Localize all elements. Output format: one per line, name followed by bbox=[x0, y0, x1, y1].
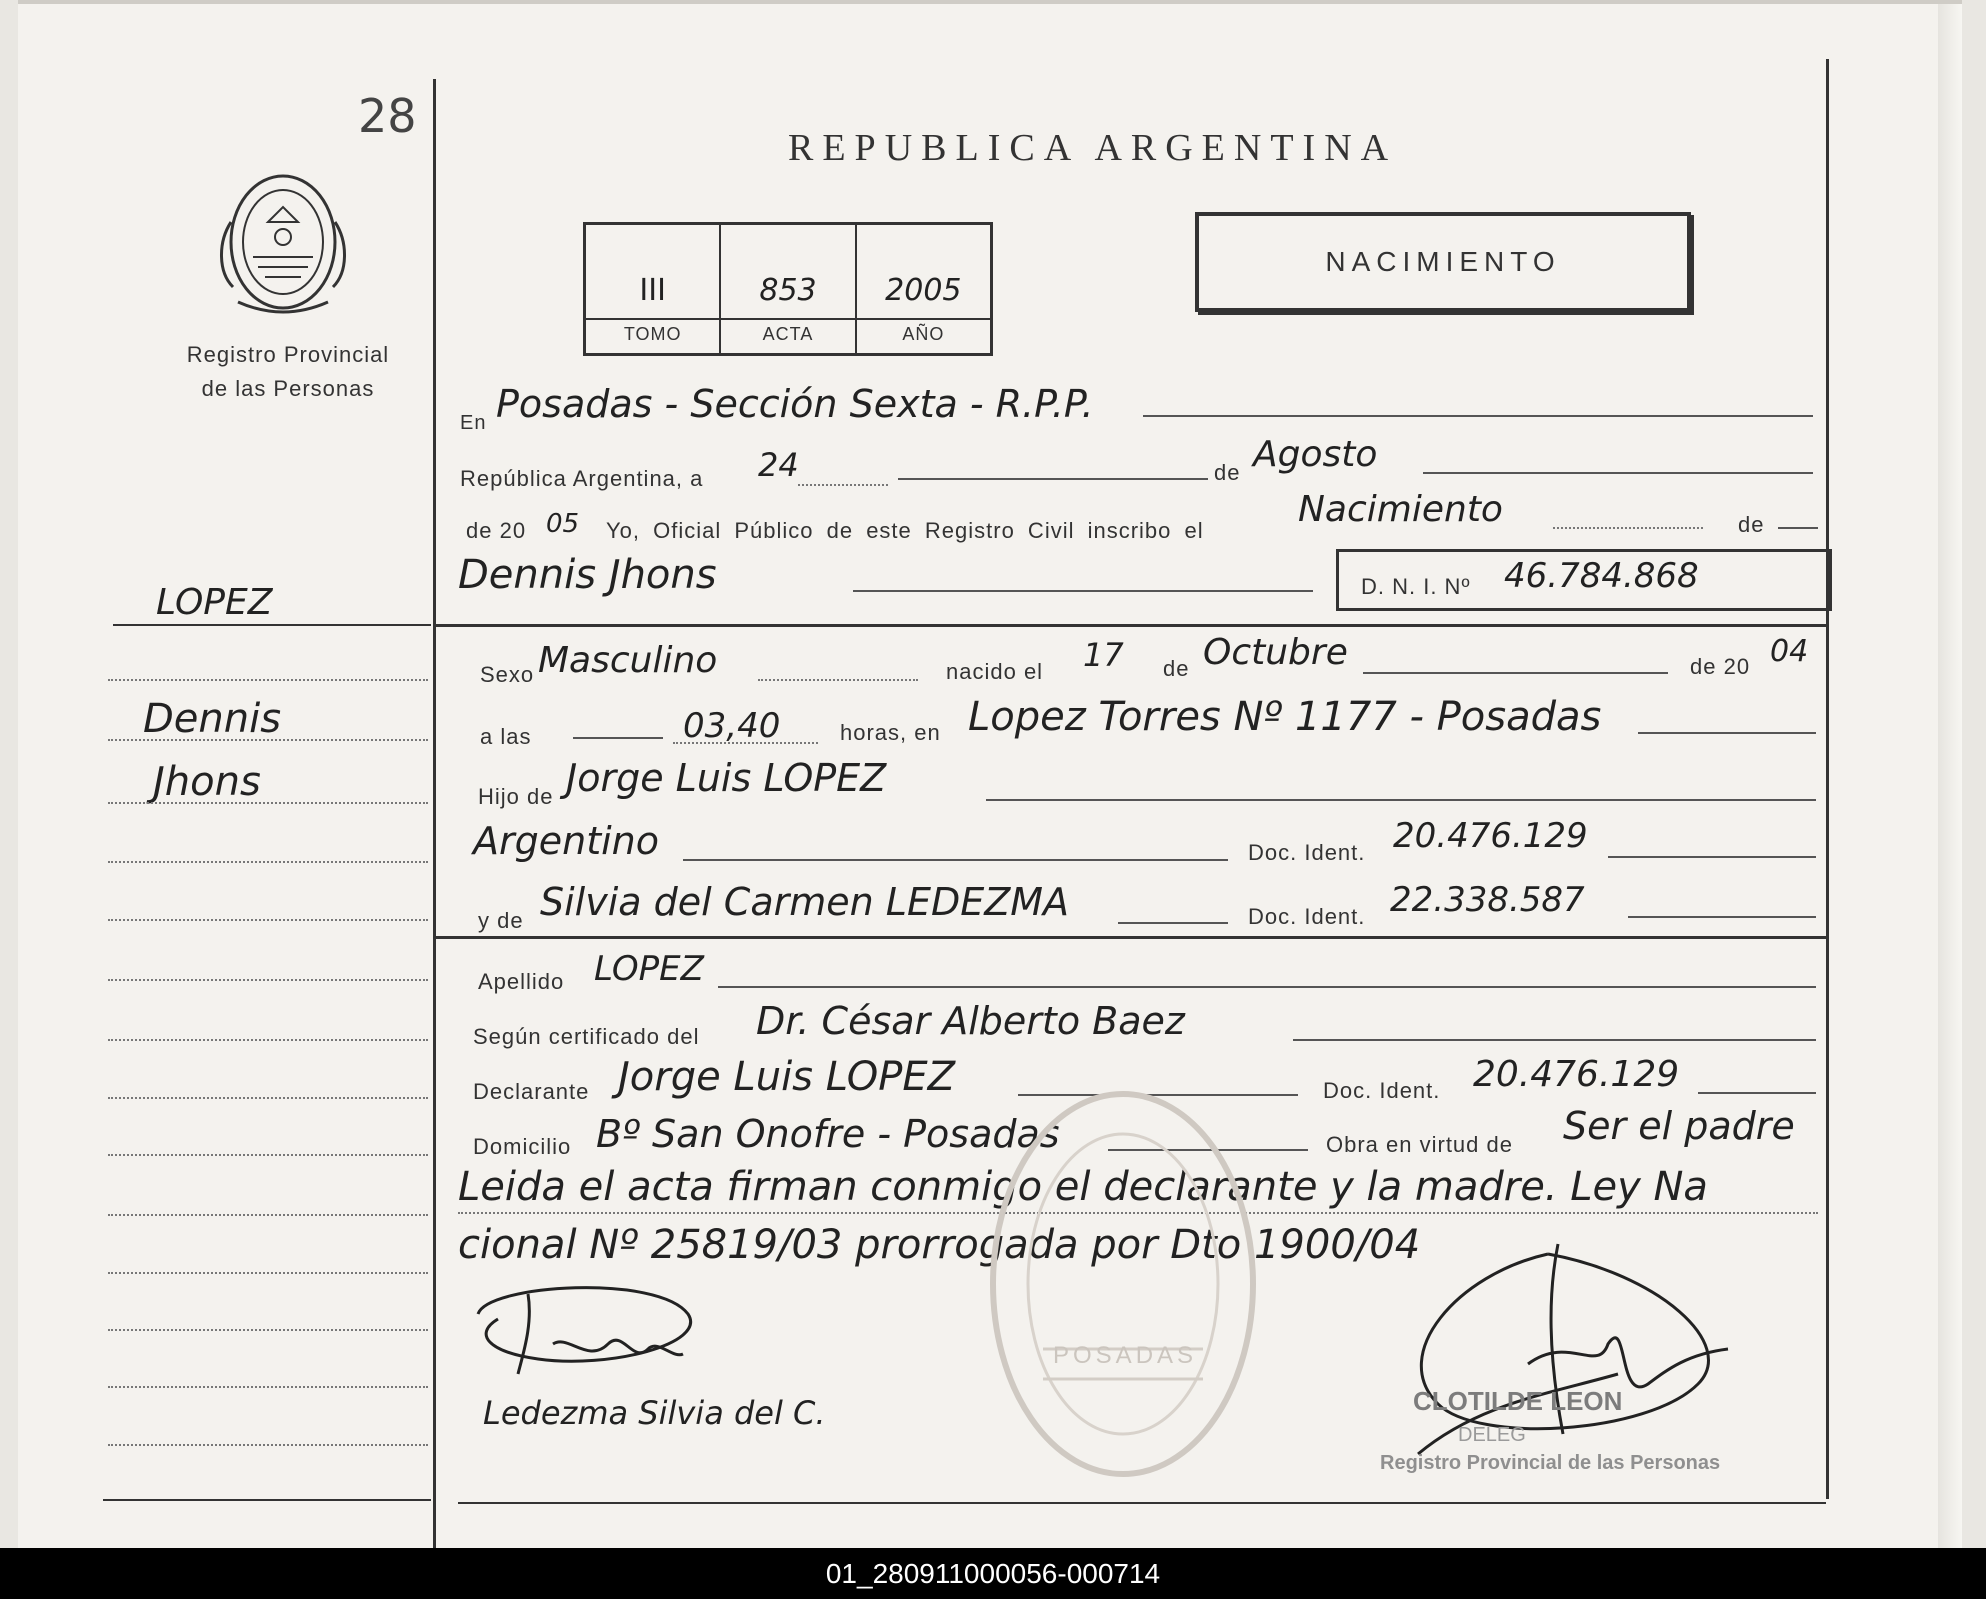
registry-seal-icon bbox=[213, 162, 353, 322]
page-number: 28 bbox=[358, 89, 417, 143]
cert-value: Dr. César Alberto Baez bbox=[756, 999, 1185, 1043]
stamp-line-3: Registro Provincial de las Personas bbox=[1380, 1452, 1721, 1474]
day-dots bbox=[798, 484, 888, 486]
month-value: Agosto bbox=[1253, 434, 1378, 475]
surname-value: LOPEZ bbox=[594, 949, 704, 989]
at-label: a las bbox=[480, 724, 532, 749]
hours-label: horas, en bbox=[840, 720, 941, 745]
act-type-dots bbox=[1553, 527, 1703, 529]
parents-section-rule bbox=[436, 936, 1826, 939]
day-fill bbox=[898, 478, 1208, 480]
time-value: 03,40 bbox=[683, 706, 781, 746]
tomo-cell bbox=[586, 225, 721, 353]
margin-line bbox=[108, 679, 428, 681]
margin-line bbox=[108, 1154, 428, 1156]
dni-label: D. N. I. Nº bbox=[1361, 574, 1471, 599]
margin-line bbox=[108, 1329, 428, 1331]
father-doc: 20.476.129 bbox=[1393, 816, 1588, 856]
note-line-2: cional Nº 25819/03 prorrogada por Dto 1900/04 bbox=[458, 1222, 1421, 1268]
margin-line bbox=[108, 1097, 428, 1099]
born-year-prefix: de 20 bbox=[1690, 654, 1751, 679]
mother-doc: 22.338.587 bbox=[1390, 880, 1585, 920]
mother-doc-fill bbox=[1628, 916, 1816, 918]
capacity-label: Obra en virtud de bbox=[1326, 1132, 1513, 1157]
de-label-2: de bbox=[1738, 512, 1765, 537]
place-value: Posadas - Sección Sexta - R.P.P. bbox=[496, 382, 1094, 426]
margin-given-name-1: Dennis bbox=[143, 696, 282, 742]
margin-line bbox=[108, 739, 428, 741]
name-section-rule bbox=[436, 624, 1826, 627]
country-title: REPUBLICA ARGENTINA bbox=[788, 127, 1398, 169]
left-signer-name: Ledezma Silvia del C. bbox=[483, 1394, 826, 1432]
nationality-fill bbox=[683, 859, 1228, 861]
de-label: de bbox=[1214, 460, 1241, 485]
margin-line bbox=[108, 802, 428, 804]
father-name: Jorge Luis LOPEZ bbox=[566, 756, 887, 800]
dni-value: 46.784.868 bbox=[1504, 556, 1699, 596]
son-label: Hijo de bbox=[478, 784, 554, 809]
record-id-box bbox=[583, 222, 993, 356]
born-year-suffix: 04 bbox=[1770, 634, 1809, 669]
mother-name: Silvia del Carmen LEDEZMA bbox=[540, 880, 1070, 924]
declarant-doc: 20.476.129 bbox=[1473, 1054, 1680, 1095]
image-caption bbox=[0, 1548, 1986, 1599]
child-name: Dennis Jhons bbox=[458, 552, 717, 598]
seal-text: POSADAS bbox=[1053, 1342, 1198, 1369]
officer-signature-icon bbox=[1398, 1234, 1778, 1474]
mother-name-fill bbox=[1118, 922, 1228, 924]
en-label: En bbox=[460, 412, 487, 434]
ano-value: 2005 bbox=[885, 273, 962, 308]
father-doc-fill bbox=[1608, 856, 1816, 858]
caption-text: 01_280911000056-000714 bbox=[825, 1557, 1161, 1589]
registry-name-line2: de las Personas bbox=[201, 376, 375, 401]
record-type-box bbox=[1195, 212, 1691, 312]
father-name-fill bbox=[986, 799, 1816, 801]
ano-label: AÑO bbox=[857, 318, 990, 345]
year-prefix: de 20 bbox=[466, 518, 527, 543]
margin-surname-rule bbox=[113, 624, 431, 626]
right-frame-rule bbox=[1826, 59, 1829, 1499]
address-value: Bº San Onofre - Posadas bbox=[596, 1112, 1060, 1156]
time-dots bbox=[673, 742, 818, 744]
cert-fill bbox=[1293, 1039, 1816, 1041]
surname-label: Apellido bbox=[478, 969, 565, 994]
officer-text: Yo, Oficial Público de este Registro Civil inscribo el bbox=[606, 518, 1204, 543]
act-type-value: Nacimiento bbox=[1298, 489, 1503, 530]
note-line-1: Leida el acta firman conmigo el declarante y la madre. Ley Na bbox=[458, 1164, 1708, 1210]
child-name-fill bbox=[853, 590, 1313, 592]
official-seal-icon bbox=[973, 1079, 1273, 1489]
born-month-fill bbox=[1363, 672, 1668, 674]
stamp-line-2: DELEG bbox=[1458, 1424, 1526, 1446]
de-fill-2 bbox=[1778, 527, 1818, 529]
time-fill bbox=[573, 737, 663, 739]
sex-dots bbox=[758, 679, 918, 681]
tomo-label: TOMO bbox=[586, 318, 719, 345]
father-nationality: Argentino bbox=[473, 819, 659, 863]
acta-cell bbox=[721, 225, 856, 353]
birth-place: Lopez Torres Nº 1177 - Posadas bbox=[968, 694, 1602, 740]
acta-value: 853 bbox=[759, 273, 817, 308]
born-label: nacido el bbox=[946, 659, 1044, 684]
margin-line bbox=[108, 919, 428, 921]
born-day: 17 bbox=[1083, 636, 1124, 674]
margin-given-name-2: Jhons bbox=[153, 759, 261, 805]
father-doc-label: Doc. Ident. bbox=[1248, 840, 1366, 865]
margin-surname: LOPEZ bbox=[156, 582, 273, 623]
year-suffix: 05 bbox=[546, 509, 580, 539]
bottom-rule bbox=[458, 1502, 1826, 1504]
declarant-doc-fill bbox=[1698, 1092, 1816, 1094]
declarant-label: Declarante bbox=[473, 1079, 590, 1104]
born-month: Octubre bbox=[1203, 632, 1348, 673]
cert-label: Según certificado del bbox=[473, 1024, 700, 1049]
registry-name-line1: Registro Provincial bbox=[186, 342, 390, 367]
mother-signature-icon bbox=[458, 1274, 718, 1384]
acta-label: ACTA bbox=[721, 318, 854, 345]
surname-fill bbox=[718, 986, 1816, 988]
margin-line bbox=[108, 1272, 428, 1274]
capacity-value: Ser el padre bbox=[1563, 1104, 1795, 1148]
ano-cell bbox=[857, 225, 990, 353]
paper-edge bbox=[1938, 4, 1962, 1552]
birth-place-fill bbox=[1638, 732, 1816, 734]
mother-doc-label: Doc. Ident. bbox=[1248, 904, 1366, 929]
left-margin-rule bbox=[433, 79, 436, 1549]
margin-line bbox=[108, 1386, 428, 1388]
margin-line bbox=[108, 1039, 428, 1041]
stamp-line-1: CLOTILDE LEON bbox=[1413, 1386, 1623, 1416]
sex-value: Masculino bbox=[538, 640, 718, 681]
sex-label: Sexo bbox=[480, 662, 535, 687]
declarant-value: Jorge Luis LOPEZ bbox=[618, 1054, 956, 1100]
address-label: Domicilio bbox=[473, 1134, 572, 1159]
republic-label: República Argentina, a bbox=[460, 466, 704, 491]
month-fill bbox=[1423, 472, 1813, 474]
margin-line bbox=[108, 1214, 428, 1216]
dni-box bbox=[1336, 549, 1832, 611]
record-type: NACIMIENTO bbox=[1325, 246, 1561, 277]
margin-line bbox=[108, 979, 428, 981]
tomo-value: III bbox=[639, 273, 666, 308]
born-de: de bbox=[1163, 656, 1190, 681]
margin-line bbox=[108, 861, 428, 863]
certificate-page bbox=[18, 0, 1962, 1552]
day-value: 24 bbox=[758, 446, 799, 484]
margin-bottom-rule bbox=[103, 1499, 431, 1501]
place-fill bbox=[1143, 415, 1813, 417]
and-label: y de bbox=[478, 908, 524, 933]
declarant-doc-label: Doc. Ident. bbox=[1323, 1078, 1441, 1103]
margin-line bbox=[108, 1444, 428, 1446]
